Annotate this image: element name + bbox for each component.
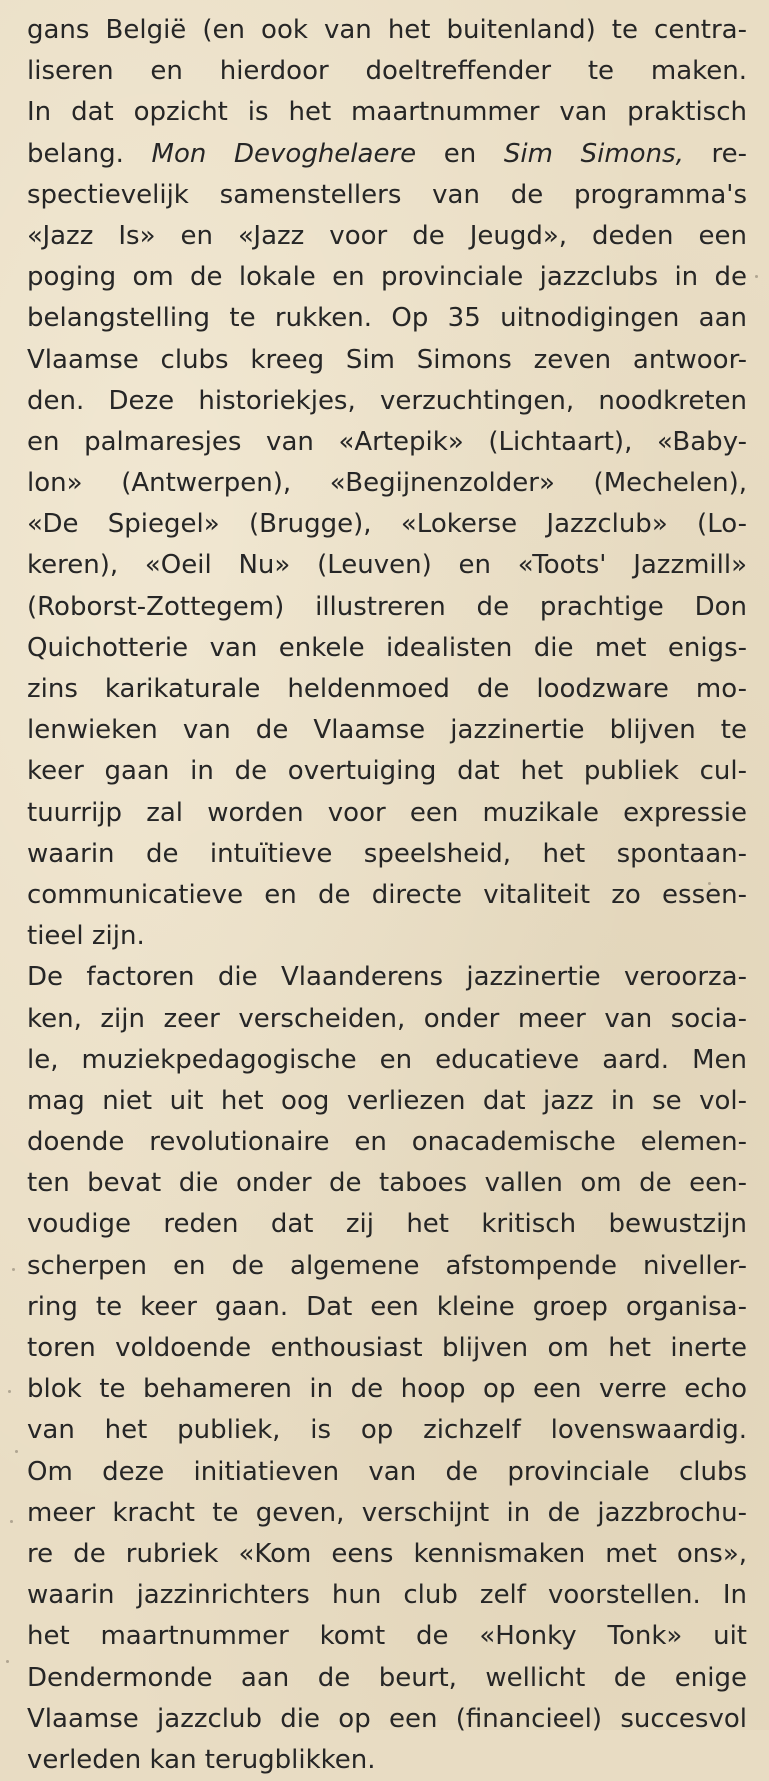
text-line-16: Quichotterie van enkele idealisten die met enigs- — [27, 632, 747, 663]
text-line-41: Dendermonde aan de beurt, wellicht de enige — [27, 1662, 747, 1693]
text-line-23: tieel zijn. — [27, 921, 145, 952]
paper-speck — [708, 882, 711, 885]
text-line-21: waarin de intuïtieve speelsheid, het spontaan- — [27, 838, 747, 869]
text-line-8: belangstelling te rukken. Op 35 uitnodigingen aan — [27, 303, 747, 334]
text-line-37: meer kracht te geven, verschijnt in de jazzbrochu- — [27, 1497, 747, 1528]
text-line-35: van het publiek, is op zichzelf lovenswaardig. — [27, 1415, 747, 1446]
text-line-24: De factoren die Vlaanderens jazzinertie veroorza- — [27, 962, 747, 993]
text-line-29: ten bevat die onder de taboes vallen om de een- — [27, 1168, 747, 1199]
text-line-1: gans België (en ook van het buitenland) te centra- — [27, 15, 747, 45]
text-line-43: verleden kan terugblikken. — [27, 1744, 376, 1775]
text-line-2: liseren en hierdoor doeltreffender te maken. — [27, 56, 747, 87]
paper-speck — [12, 1268, 15, 1271]
text-line-26: le, muziekpedagogische en educatieve aard. Men — [27, 1044, 747, 1075]
text-line-4 — [27, 134, 747, 175]
text-line-28: doende revolutionaire en onacademische elemen- — [27, 1127, 747, 1158]
paper-speck — [6, 1660, 9, 1663]
text-line-30: voudige reden dat zij het kritisch bewustzijn — [27, 1209, 747, 1240]
text-line-9: Vlaamse clubs kreeg Sim Simons zeven antwoor- — [27, 344, 747, 375]
paper-speck — [15, 1450, 18, 1453]
text-line-4-part-1: belang. — [27, 138, 124, 169]
text-line-12: lon» (Antwerpen), «Begijnenzolder» (Mechelen), — [27, 468, 747, 499]
text-line-19: keer gaan in de overtuiging dat het publiek cul- — [27, 756, 747, 787]
text-line-36: Om deze initiatieven van de provinciale clubs — [27, 1456, 747, 1487]
text-line-39: waarin jazzinrichters hun club zelf voorstellen. In — [27, 1580, 747, 1611]
text-line-10: den. Deze historiekjes, verzuchtingen, noodkreten — [27, 385, 747, 416]
text-line-4-part-2: en — [443, 138, 477, 169]
name-mon-devoghelaere: Mon Devoghelaere — [151, 138, 417, 169]
text-line-4-part-3: re- — [711, 138, 747, 169]
text-line-38: re de rubriek «Kom eens kennismaken met ons», — [27, 1538, 747, 1569]
paper-speck — [10, 1520, 13, 1523]
text-line-34: blok te behameren in de hoop op een verre echo — [27, 1374, 747, 1405]
text-line-15: (Roborst-Zottegem) illustreren de prachtige Don — [27, 591, 747, 622]
text-line-17: zins karikaturale heldenmoed de loodzware mo- — [27, 674, 747, 704]
text-line-42: Vlaamse jazzclub die op een (financieel) succesvol — [27, 1703, 747, 1734]
text-line-11: en palmaresjes van «Artepik» (Lichtaart), «Baby- — [27, 426, 747, 457]
paper-speck — [8, 1390, 11, 1393]
text-line-14: keren), «Oeil Nu» (Leuven) en «Toots' Jazzmill» — [27, 550, 747, 581]
text-line-18: lenwieken van de Vlaamse jazzinertie blijven te — [27, 715, 747, 746]
text-line-32: ring te keer gaan. Dat een kleine groep organisa- — [27, 1291, 747, 1322]
text-line-3: In dat opzicht is het maartnummer van praktisch — [27, 97, 747, 128]
name-sim-simons: Sim Simons, — [503, 138, 684, 169]
text-line-27: mag niet uit het oog verliezen dat jazz in se vol- — [27, 1085, 747, 1116]
paper-speck — [755, 275, 758, 278]
text-line-31: scherpen en de algemene afstompende niveller- — [27, 1250, 747, 1281]
text-line-6: «Jazz Is» en «Jazz voor de Jeugd», deden een — [27, 220, 747, 251]
text-line-7: poging om de lokale en provinciale jazzclubs in de — [27, 262, 747, 293]
text-line-5: spectievelijk samenstellers van de programma's — [27, 179, 747, 210]
text-line-33: toren voldoende enthousiast blijven om het inerte — [27, 1333, 747, 1363]
text-line-20: tuurrijp zal worden voor een muzikale expressie — [27, 797, 747, 828]
text-line-13: «De Spiegel» (Brugge), «Lokerse Jazzclub» (Lo- — [27, 509, 747, 540]
text-line-22: communicatieve en de directe vitaliteit zo essen- — [27, 879, 747, 910]
text-line-40: het maartnummer komt de «Honky Tonk» uit — [27, 1621, 747, 1652]
text-line-25: ken, zijn zeer verscheiden, onder meer van socia- — [27, 1003, 747, 1034]
article-column — [27, 10, 747, 1781]
